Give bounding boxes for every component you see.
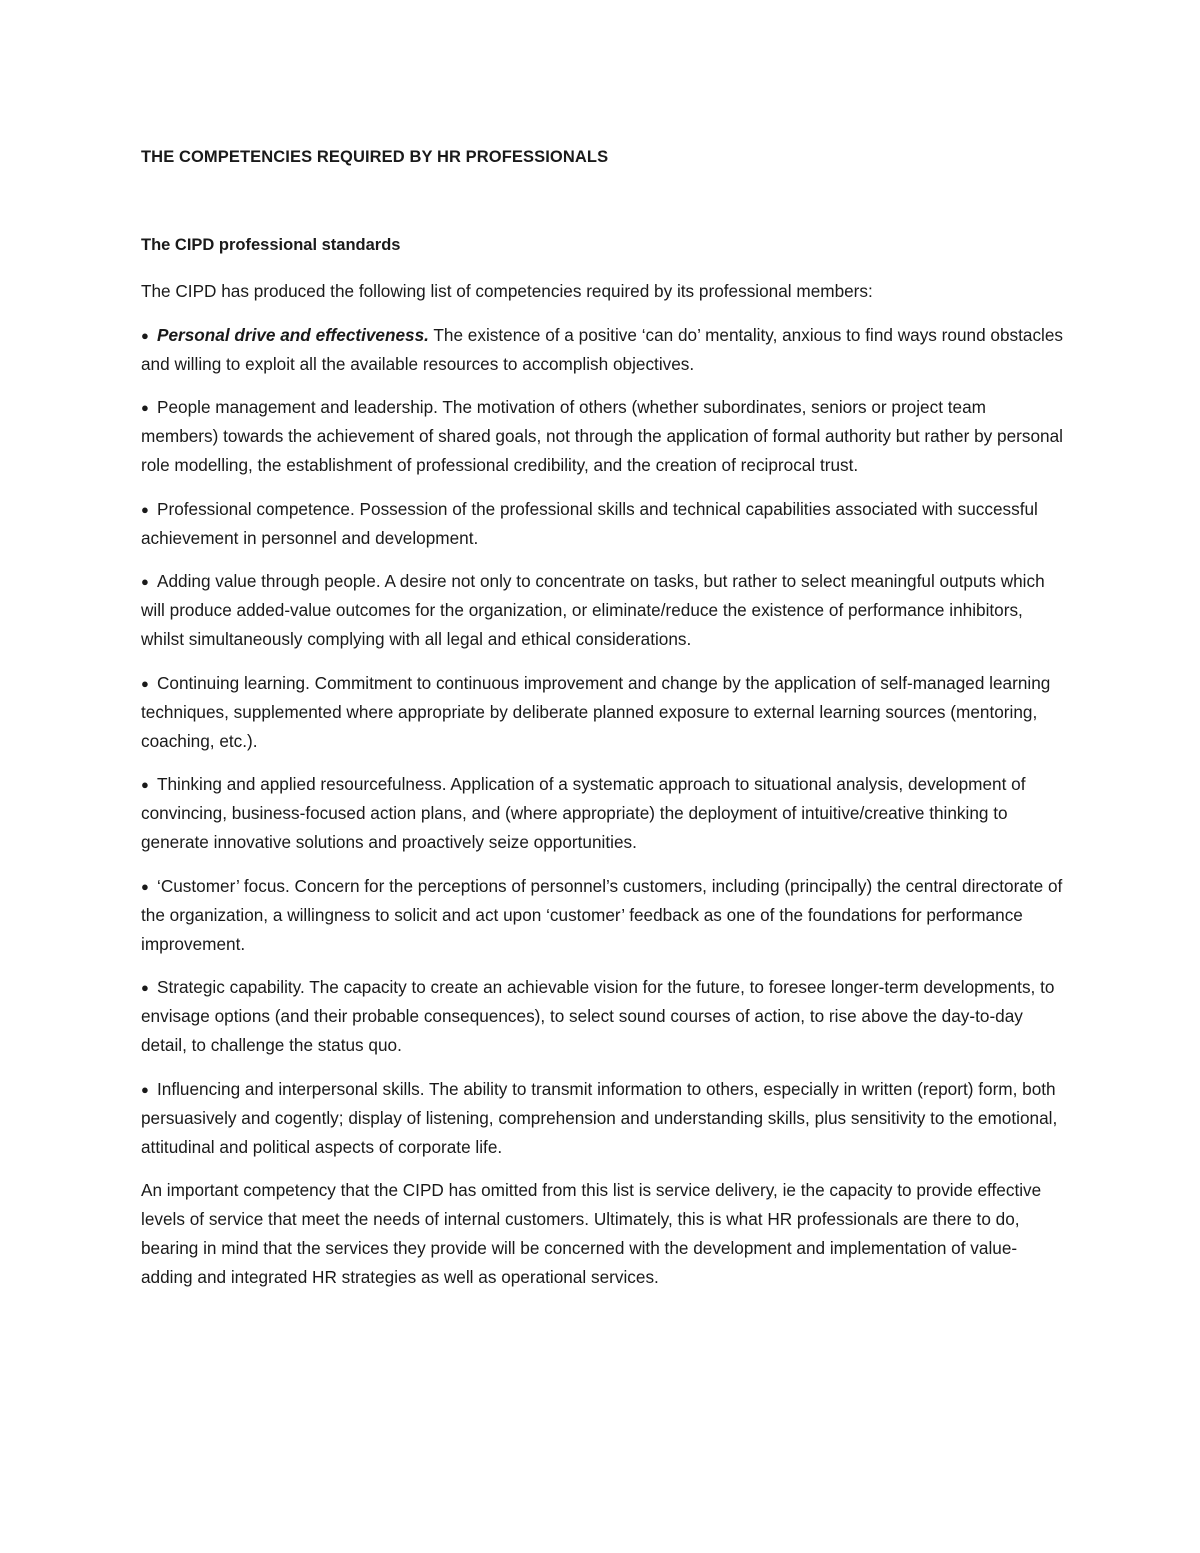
bullet-item <box>141 495 1066 553</box>
bullet-text: ‘Customer’ focus. Concern for the perceptions of personnel’s customers, including (principally) the central directorate of the organization, a willingness to solicit and act upon ‘customer’ feedback as one of the foundations for performance improvement. <box>141 875 1063 954</box>
bullet-lead: Personal drive and effectiveness. <box>157 324 429 345</box>
bullet-text: Thinking and applied resourcefulness. Application of a systematic approach to situational analysis, development of convincing, business-focused action plans, and (where appropriate) the deployment of intuitive/creative thinking to generate innovative solutions and proactively seize opportunities. <box>141 774 1026 852</box>
bullet-icon: ● <box>141 878 149 894</box>
bullet-icon: ● <box>141 1081 149 1097</box>
bullet-text: People management and leadership. The motivation of others (whether subordinates, seniors or project team members) towards the achievement of shared goals, not through the application of formal authority but rather by personal role modelling, the establishment of professional credibility, and the creation of reciprocal trust. <box>141 397 1063 475</box>
bullet-icon: ● <box>141 400 149 415</box>
bullet-text: The existence of a positive ‘can do’ mentality, anxious to find ways round obstacles and willing to exploit all the available resources to accomplish objectives. <box>141 324 1064 374</box>
document-page <box>141 143 1066 1307</box>
bullet-text: Professional competence. Possession of the professional skills and technical capabilities associated with successful achievement in personnel and development. <box>141 498 1038 548</box>
section-heading: The CIPD professional standards <box>141 236 401 254</box>
bullet-icon: ● <box>141 574 149 589</box>
bullet-item <box>141 669 1066 756</box>
bullet-item <box>141 567 1066 654</box>
bullet-item <box>141 393 1066 480</box>
bullet-text: Strategic capability. The capacity to create an achievable vision for the future, to foresee longer-term developments, to envisage options (and their probable consequences), to select sound courses of action, to rise above the day-to-day detail, to challenge the status quo. <box>141 977 1055 1055</box>
bullet-text: Influencing and interpersonal skills. The ability to transmit information to others, especially in written (report) form, both persuasively and cogently; display of listening, comprehension and understanding skills, plus sensitivity to the emotional, attitudinal and political aspects of corporate life. <box>141 1078 1058 1157</box>
intro-paragraph: The CIPD has produced the following list of competencies required by its professional members: <box>141 281 873 301</box>
bullet-icon: ● <box>141 327 149 343</box>
closing-paragraph: An important competency that the CIPD has omitted from this list is service delivery, ie the capacity to provide effective levels of service that meet the needs of internal customers. Ultimately, this is what HR professionals are there to do, bearing in mind that the services they provide will be concerned with the development and implementation of value-adding and integrated HR strategies as well as operational services. <box>141 1180 1042 1287</box>
bullet-item <box>141 973 1066 1060</box>
bullet-icon: ● <box>141 501 149 517</box>
bullet-icon: ● <box>141 675 149 691</box>
bullet-icon: ● <box>141 980 149 995</box>
bullet-item <box>141 1075 1066 1162</box>
bullet-item <box>141 770 1066 857</box>
bullet-item <box>141 872 1066 959</box>
bullet-text: Continuing learning. Commitment to continuous improvement and change by the application of self-managed learning techniques, supplemented where appropriate by deliberate planned exposure to external learning sources (mentoring, coaching, etc.). <box>141 672 1051 751</box>
bullet-icon: ● <box>141 777 149 792</box>
bullet-text: Adding value through people. A desire not only to concentrate on tasks, but rather to select meaningful outputs which will produce added-value outcomes for the organization, or eliminate/reduce the existence of performance inhibitors, whilst simultaneously complying with all legal and ethical considerations. <box>141 571 1045 649</box>
bullet-item <box>141 321 1066 379</box>
document-title: THE COMPETENCIES REQUIRED BY HR PROFESSIONALS <box>141 148 609 166</box>
